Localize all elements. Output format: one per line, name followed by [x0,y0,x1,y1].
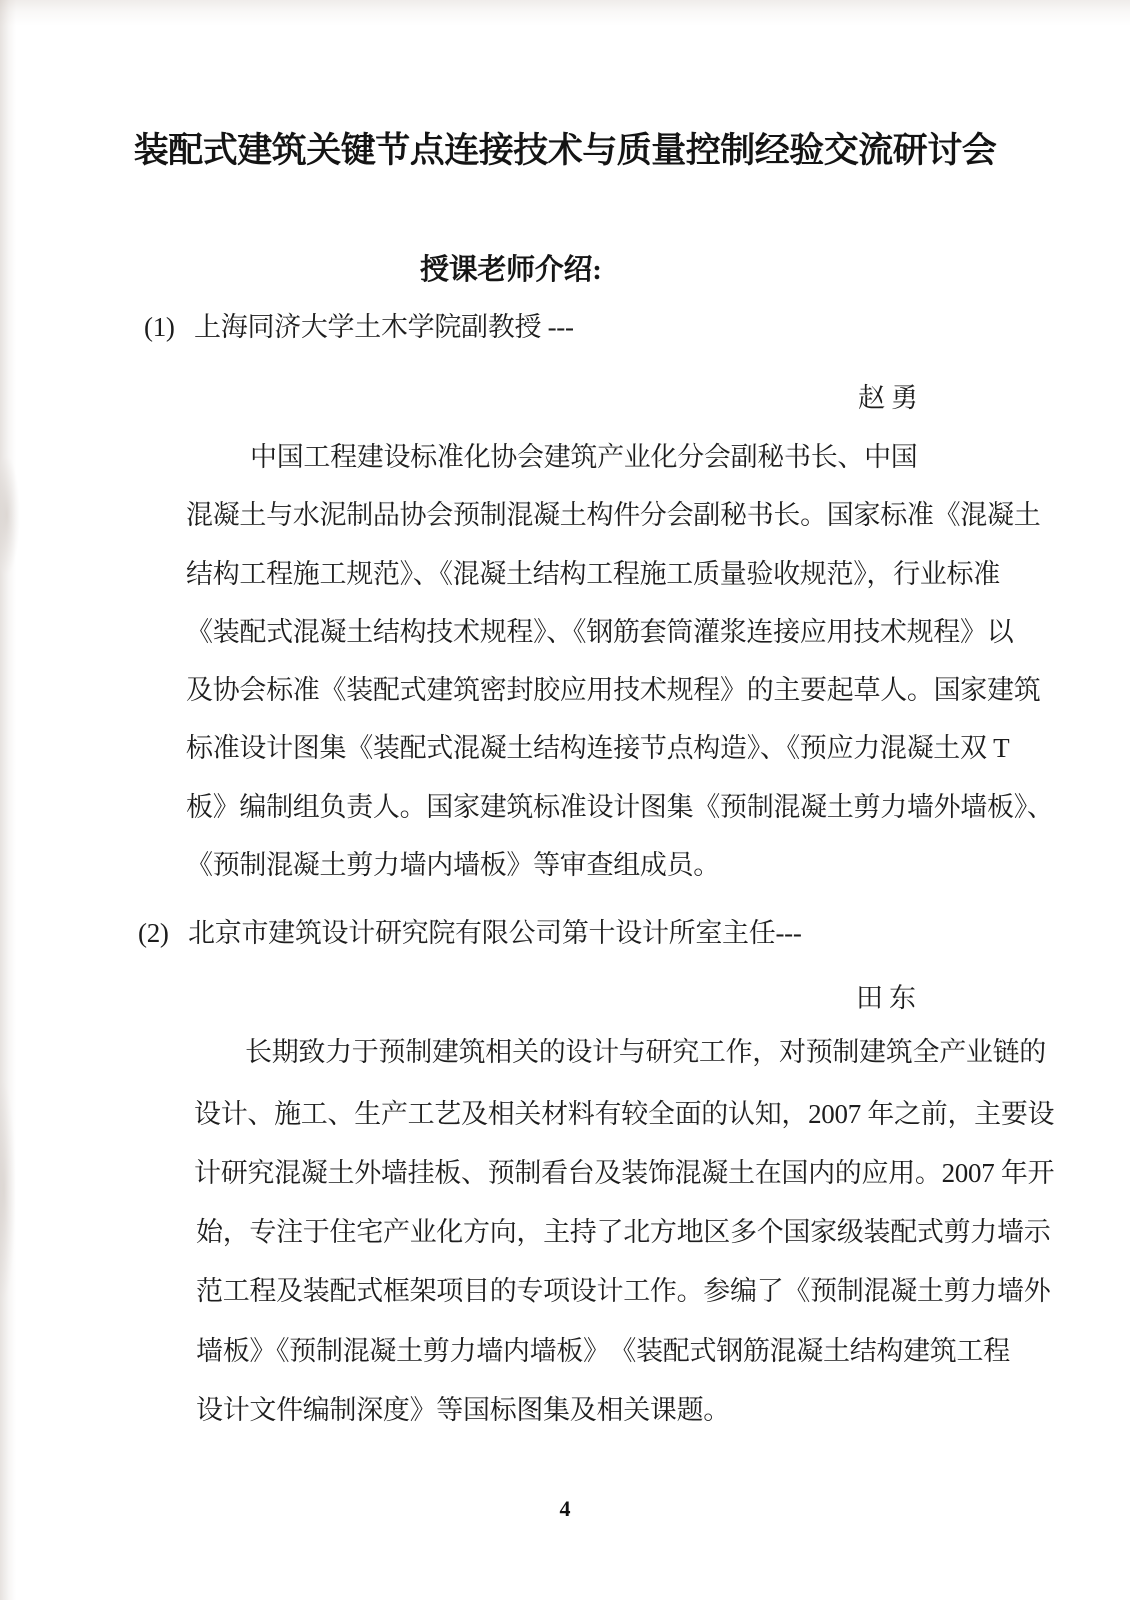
lecturer-2-number: (2) [138,918,169,948]
lecturer-2-name: 田东 [856,983,922,1013]
lecturer-1-affiliation: 上海同济大学土木学院副教授 --- [194,312,574,342]
lecturer-2-bio-line: 始，专注于住宅产业化方向，主持了北方地区多个国家级装配式剪力墙示 [196,1217,1051,1247]
lecturer-1-number: (1) [144,312,175,342]
page-number: 4 [559,1496,571,1521]
lecturer-2-bio-line: 范工程及装配式框架项目的专项设计工作。参编了《预制混凝土剪力墙外 [196,1276,1051,1306]
page-title: 装配式建筑关键节点连接技术与质量控制经验交流研讨会 [133,131,997,170]
lecturer-1-bio-line: 标准设计图集《装配式混凝土结构连接节点构造》、《预应力混凝土双 T [186,733,1010,763]
lecturer-1-bio-line: 及协会标准《装配式建筑密封胶应用技术规程》的主要起草人。国家建筑 [186,675,1041,705]
lecturer-1-bio-line: 中国工程建设标准化协会建筑产业化分会副秘书长、中国 [250,442,918,472]
lecturer-1-bio-line: 结构工程施工规范》、《混凝土结构工程施工质量验收规范》，行业标准 [186,559,1000,589]
scan-artifact-blob [0,455,20,575]
lecturer-2-affiliation: 北京市建筑设计研究院有限公司第十设计所室主任--- [188,918,802,948]
lecturer-1-bio-line: 《装配式混凝土结构技术规程》、《钢筋套筒灌浆连接应用技术规程》以 [186,617,1014,647]
scan-artifact-left [0,0,16,1600]
lecturer-2-bio-line: 长期致力于预制建筑相关的设计与研究工作，对预制建筑全产业链的 [245,1037,1046,1067]
lecturer-2-bio-line: 墙板》《预制混凝土剪力墙内墙板》 《装配式钢筋混凝土结构建筑工程 [196,1336,1010,1366]
lecturer-2-heading [138,916,802,950]
lecturer-1-bio-line: 混凝土与水泥制品协会预制混凝土构件分会副秘书长。国家标准《混凝土 [186,500,1041,530]
lecturer-2-bio-line: 设计文件编制深度》等国标图集及相关课题。 [196,1395,730,1425]
lecturer-1-bio-line: 板》编制组负责人。国家建筑标准设计图集《预制混凝土剪力墙外墙板》、 [186,792,1054,822]
section-heading: 授课老师介绍: [420,254,602,286]
lecturer-1-bio-line: 《预制混凝土剪力墙内墙板》等审查组成员。 [186,850,720,880]
scan-artifact-blob [0,1080,16,1300]
lecturer-1-name: 赵勇 [858,383,924,413]
lecturer-1-heading [144,310,574,344]
scan-artifact-top [0,0,1130,26]
lecturer-2-bio-line: 计研究混凝土外墙挂板、预制看台及装饰混凝土在国内的应用。2007 年开 [194,1158,1055,1188]
lecturer-2-bio-line: 设计、施工、生产工艺及相关材料有较全面的认知，2007 年之前，主要设 [194,1099,1055,1129]
